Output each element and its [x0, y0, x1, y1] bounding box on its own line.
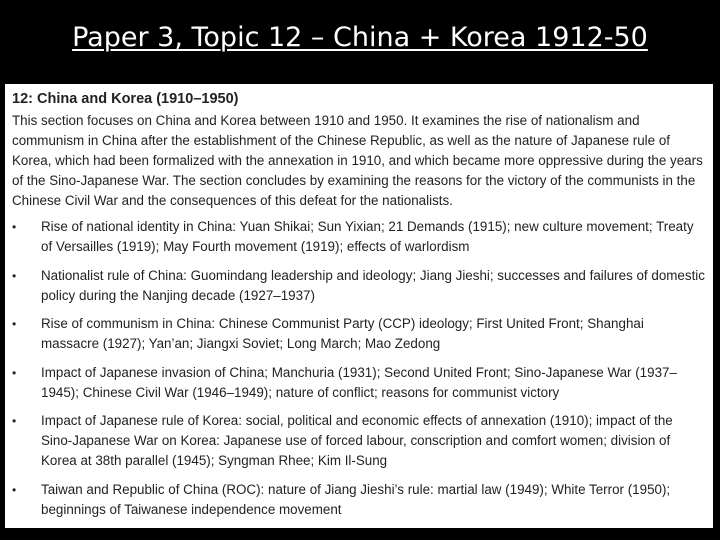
bullet-icon: • — [12, 317, 17, 331]
list-item — [12, 480, 705, 520]
topic-list — [12, 217, 705, 520]
section-heading: 12: China and Korea (1910–1950) — [12, 91, 239, 107]
list-item-text: Impact of Japanese invasion of China; Manchuria (1931); Second United Front; Sino-Japanese War (1937–1945); Chinese Civil War (1946–1949); nature of conflict; reasons for communist victory — [41, 364, 677, 400]
syllabus-excerpt — [5, 84, 713, 528]
bullet-icon: • — [12, 365, 17, 380]
list-item — [12, 411, 705, 471]
list-item — [12, 217, 705, 257]
slide-title: Paper 3, Topic 12 – China + Korea 1912-50 — [72, 22, 648, 53]
list-item-text: Impact of Japanese rule of Korea: social, political and economic effects of annexation (1910); impact of the Sino-Japanese War on Korea: Japanese use of forced labour, conscription and comfort women; division of Korea at 38th parallel (1945); Syngman Rhee; Kim Il-Sung — [41, 413, 673, 468]
list-item-text: Rise of national identity in China: Yuan Shikai; Sun Yixian; 21 Demands (1915); new culture movement; Treaty of Versailles (1919); May Fourth movement (1919); effects of warlordism — [41, 219, 694, 254]
bullet-icon: • — [12, 414, 17, 428]
bullet-icon: • — [12, 268, 17, 283]
list-item — [12, 314, 705, 354]
list-item-text: Rise of communism in China: Chinese Communist Party (CCP) ideology; First United Front; Shanghai massacre (1927); Yan’an; Jiangxi Soviet; Long March; Mao Zedong — [41, 316, 644, 351]
section-intro: This section focuses on China and Korea between 1910 and 1950. It examines the rise of nationalism and communism in China after the establishment of the Chinese Republic, as well as the nature of Japanese rule of Korea, which had been formalized with the annexation in 1910, and which became more oppressive during the years of the Sino-Japanese War. The section concludes by examining the reasons for the victory of the communists in the Chinese Civil War and the consequences of this defeat for the nationalists. — [12, 113, 703, 208]
list-item-text: Taiwan and Republic of China (ROC): nature of Jiang Jieshi’s rule: martial law (1949); White Terror (1950); beginnings of Taiwanese independence movement — [41, 481, 671, 517]
list-item — [12, 363, 705, 403]
list-item — [12, 266, 705, 306]
list-item-text: Nationalist rule of China: Guomindang leadership and ideology; Jiang Jieshi; successes and failures of domestic policy during the Nanjing decade (1927–1937) — [41, 267, 705, 303]
bullet-icon: • — [12, 220, 17, 234]
bullet-icon: • — [12, 482, 17, 497]
